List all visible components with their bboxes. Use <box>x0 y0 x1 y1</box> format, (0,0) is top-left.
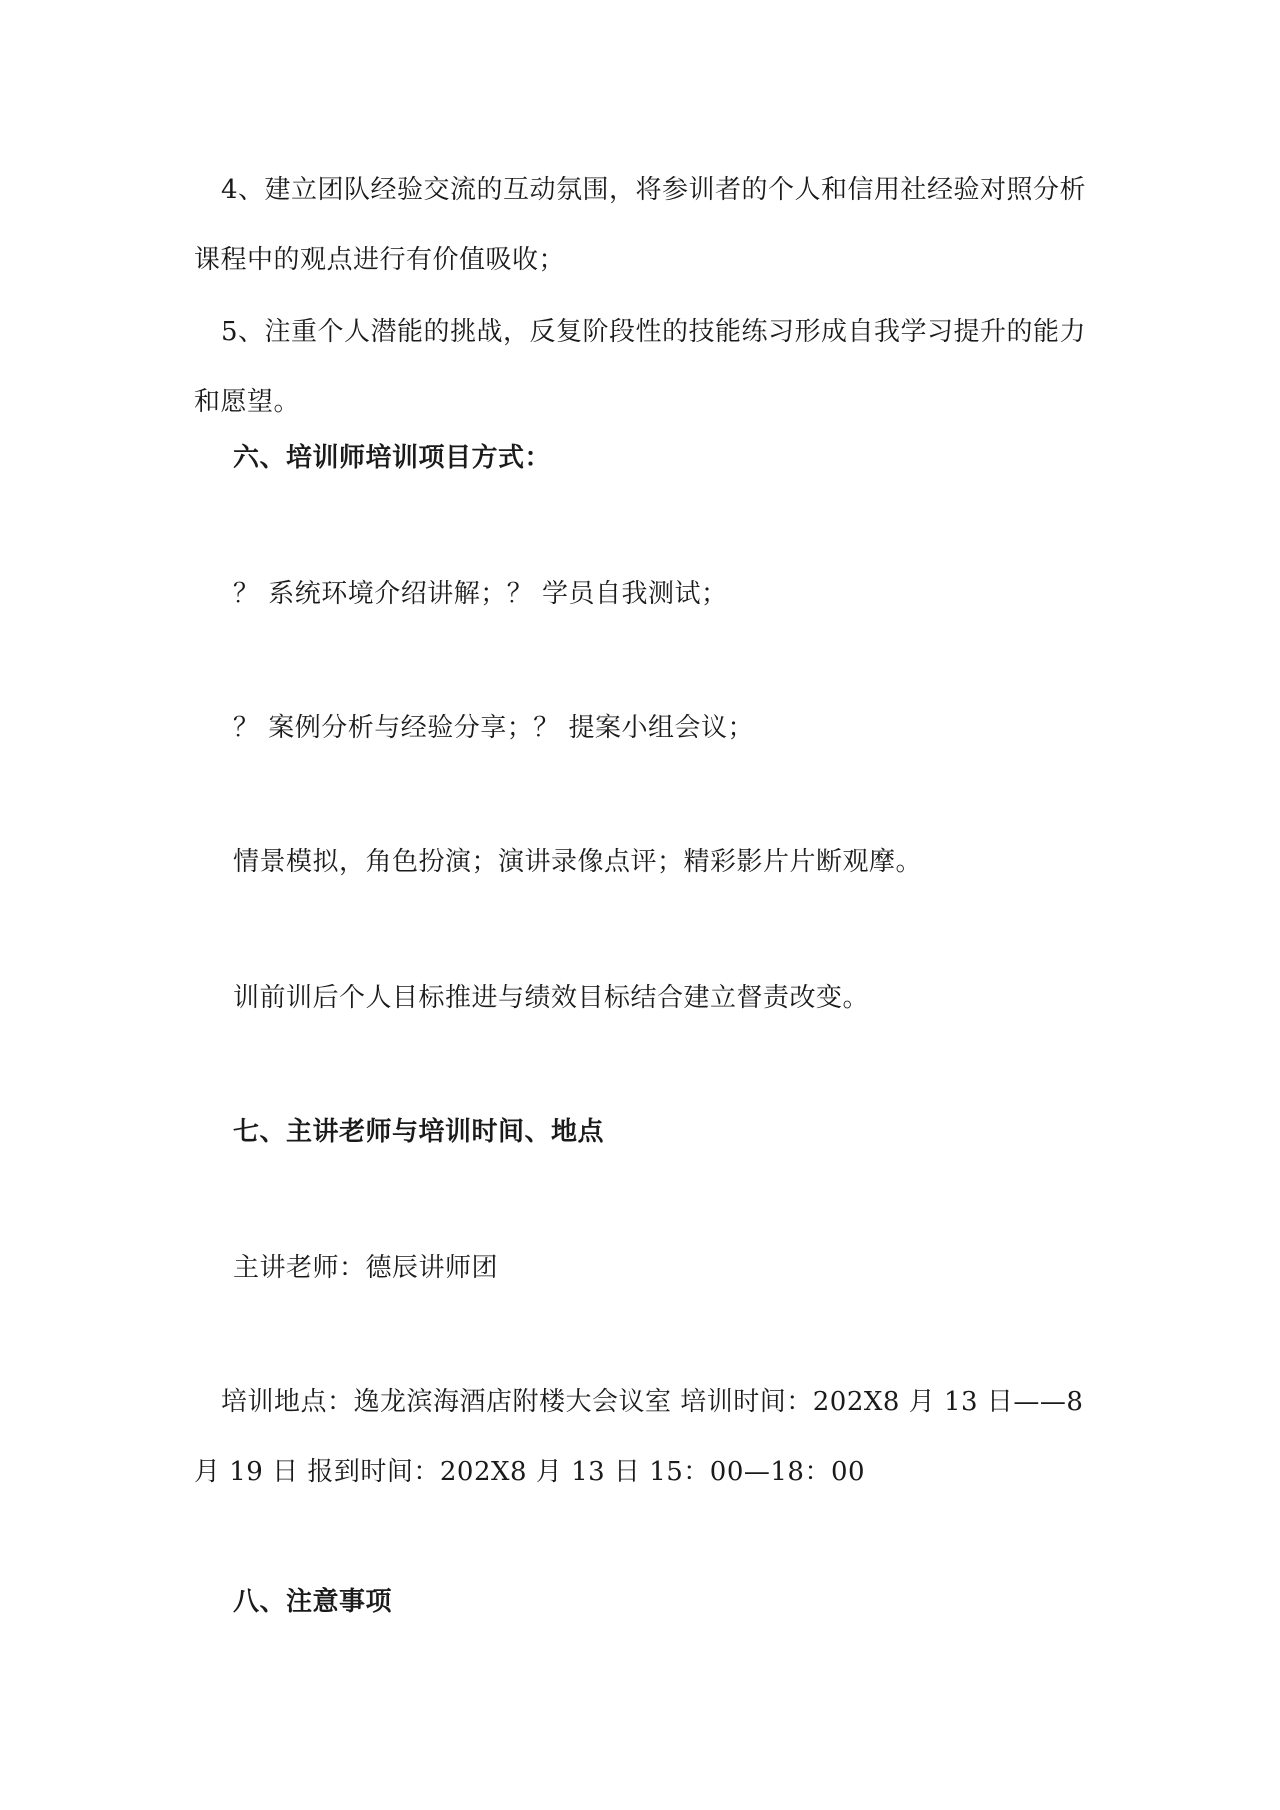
section-6-line-3: 情景模拟，角色扮演；演讲录像点评；精彩影片片断观摩。 <box>233 847 923 877</box>
teacher-line: 主讲老师：德辰讲师团 <box>233 1253 499 1283</box>
section-6-heading: 六、培训师培训项目方式： <box>233 443 552 473</box>
section-7-heading: 七、主讲老师与培训时间、地点 <box>233 1117 605 1147</box>
section-6-line-1: ？ 系统环境介绍讲解；？ 学员自我测试； <box>233 579 728 609</box>
section-8-heading: 八、注意事项 <box>233 1587 393 1617</box>
list-item-4: 4、建立团队经验交流的互动氛围，将参训者的个人和信用社经验对照分析课程中的观点进行有价值吸收； <box>194 175 1087 275</box>
section-6-line-2: ？ 案例分析与经验分享；？ 提案小组会议； <box>233 713 755 743</box>
section-6-line-4: 训前训后个人目标推进与绩效目标结合建立督责改变。 <box>233 983 870 1013</box>
list-item-5: 5、注重个人潜能的挑战，反复阶段性的技能练习形成自我学习提升的能力和愿望。 <box>194 317 1087 417</box>
location-time-paragraph: 培训地点：逸龙滨海酒店附楼大会议室 培训时间：202X8 月 13 日——8 月 19 日 报到时间：202X8 月 13 日 15：00—18：00 <box>194 1387 1084 1487</box>
